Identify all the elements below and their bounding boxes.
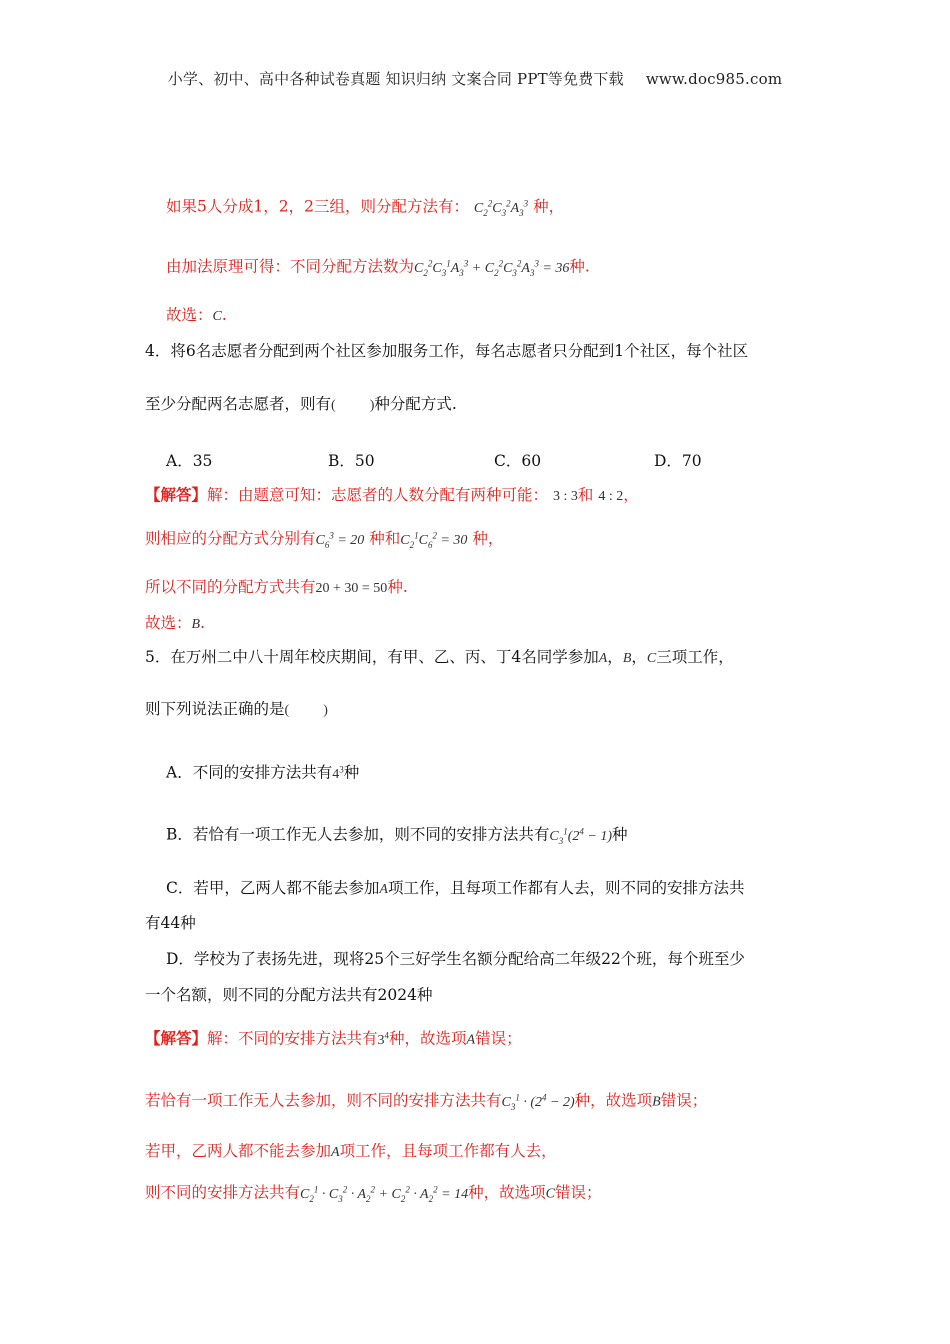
q5-option-d-line-2: 一个名额，则不同的分配方法共有2024种 [145,986,433,1004]
q3-line-1: 如果5人分成1，2，2三组，则分配方法有： $C_2^2C_3^2A_3^3$ 种， [166,197,565,218]
q5-answer-line-1: 【解答】解：不同的安排方法共有$3^4$种，故选项A错误； [145,1028,522,1048]
q4-answer-line-4: 故选：B. [145,614,206,632]
q4-option-d: D．70 [654,452,702,470]
q5-answer-line-3: 若甲，乙两人都不能去参加A项工作，且每项工作都有人去， [145,1142,557,1160]
q4-answer-line-3: 所以不同的分配方式共有20 + 30 = 50种. [145,578,408,596]
q4-answer-line-2: 则相应的分配方式分别有$C_6^3 = 20$ 种和$C_2^1C_6^2 = 30$ 种， [145,529,504,550]
q5-option-c-line-1: C．若甲，乙两人都不能去参加A项工作，且每项工作都有人去，则不同的安排方法共 [166,879,745,897]
q3-formula-1: $C_2^2C_3^2A_3^3$ [473,198,529,218]
q4-stem-1: 4．将6名志愿者分配到两个社区参加服务工作，每名志愿者只分配到1个社区，每个社区 [145,342,749,360]
q5-option-d-line-1: D．学校为了表扬先进，现将25个三好学生名额分配给高二年级22个班，每个班至少 [166,950,745,968]
q5-option-b: B．若恰有一项工作无人去参加，则不同的安排方法共有$C_3^1(2^4 - 1)$种 [166,825,628,846]
q5-answer-line-4: 则不同的安排方法共有$C_2^1 \cdot C_3^2 \cdot A_2^2 + C_2^2 \cdot A_2^2 = 14$种，故选项C错误； [145,1183,602,1204]
q5-option-a: A．不同的安排方法共有$4^3$种 [166,763,360,782]
q4-option-a: A．35 [166,452,213,470]
q4-stem-2: 至少分配两名志愿者，则有( )种分配方式. [145,395,457,413]
q4-answer-line-1: 【解答】解：由题意可知：志愿者的人数分配有两种可能： 3 : 3和 4 : 2， [145,485,639,504]
q3-text: 如果5人分成1，2，2三组，则分配方法有： [166,197,469,216]
header-site[interactable]: www.doc985.com [645,70,783,88]
q4-option-b: B．50 [328,452,375,470]
q5-stem-1: 5．在万州二中八十周年校庆期间，有甲、乙、丙、丁4名同学参加A，B，C三项工作， [145,648,734,666]
q5-option-c-line-2: 有44种 [145,914,196,932]
header-text: 小学、初中、高中各种试卷真题 知识归纳 文案合同 PPT等免费下载 [167,70,624,88]
q3-line-2: 由加法原理可得：不同分配方法数为$C_2^2C_3^1A_3^3 + C_2^2C_3^2A_3^3 = 36$种. [166,257,590,278]
page-header [0,68,950,89]
q5-stem-2: 则下列说法正确的是( ) [145,700,328,718]
q3-formula-2: $C_2^2C_3^1A_3^3 + C_2^2C_3^2A_3^3 = 36$ [414,258,570,278]
q4-option-c: C．60 [494,452,542,470]
q5-answer-line-2: 若恰有一项工作无人去参加，则不同的安排方法共有$C_3^1 \cdot (2^4 - 2)$种，故选项B错误； [145,1091,708,1112]
q3-answer: 故选：C. [166,306,227,324]
